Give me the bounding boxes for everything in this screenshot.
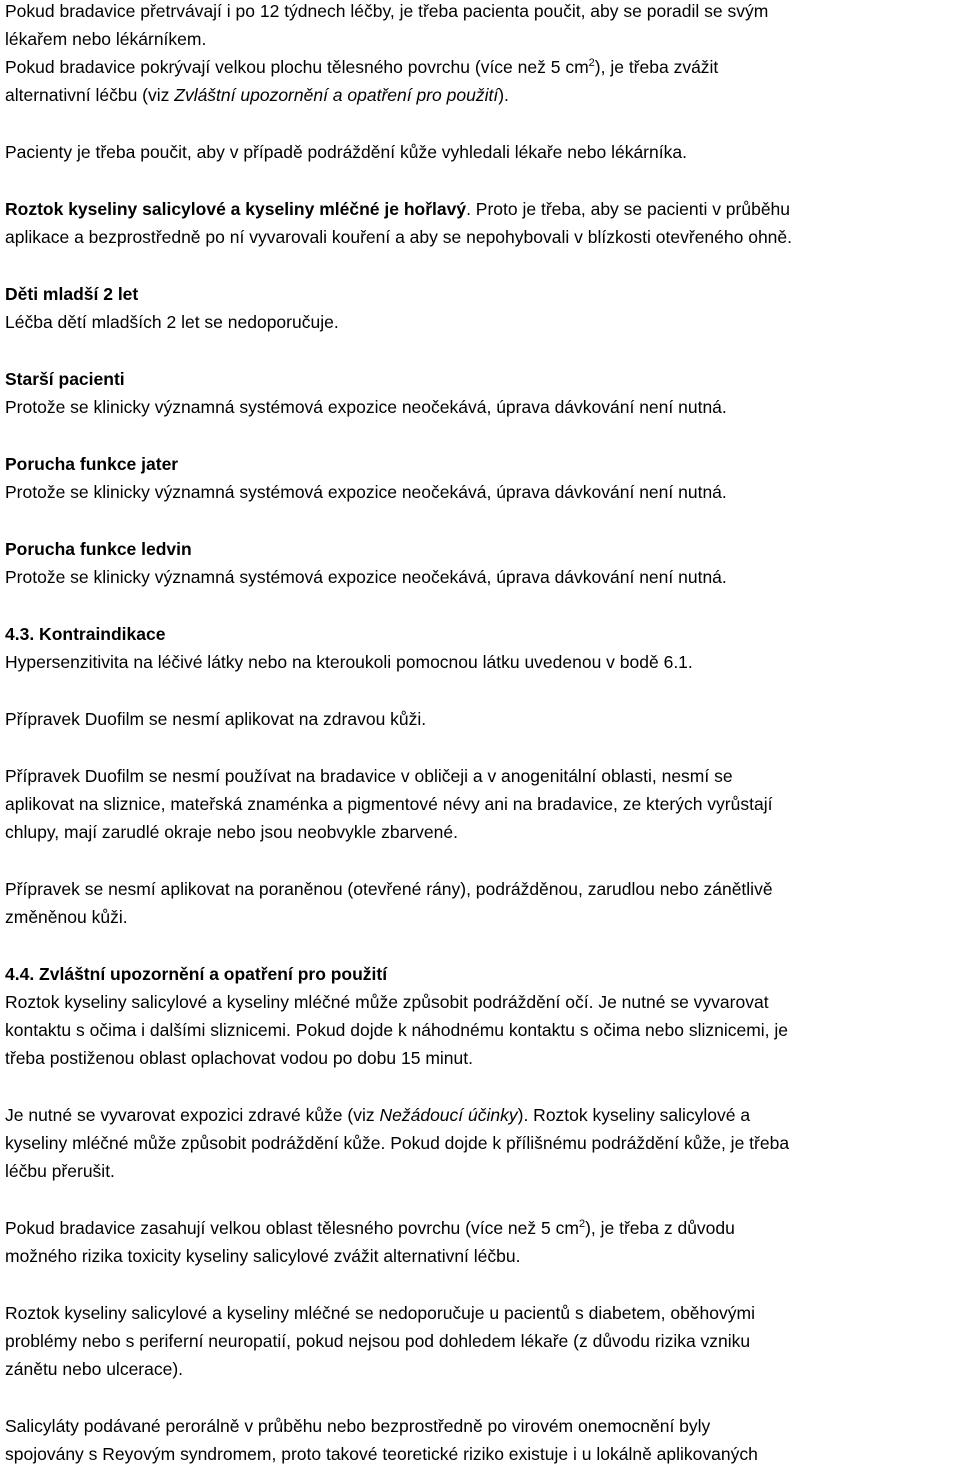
- section-heading-children: Děti mladší 2 let: [5, 284, 139, 304]
- section-text: Protože se klinicky významná systémová expozice neočekává, úprava dávkování není nutná.: [5, 567, 727, 587]
- section-heading-4-3: 4.3. Kontraindikace: [5, 624, 166, 644]
- text-line: třeba postiženou oblast oplachovat vodou po dobu 15 minut.: [5, 1048, 473, 1068]
- paragraph: Přípravek Duofilm se nesmí aplikovat na zdravou kůži.: [5, 709, 427, 729]
- text-run: Pokud bradavice pokrývají velkou plochu tělesného povrchu (více než 5 cm: [5, 57, 589, 77]
- section-heading-hepatic: Porucha funkce jater: [5, 454, 179, 474]
- text-line: [5, 1217, 735, 1239]
- text-line: aplikace a bezprostředně po ní vyvarovali kouření a aby se nepohybovali v blízkosti otevřeného ohně.: [5, 227, 793, 247]
- text-line: kontaktu s očima i dalšími sliznicemi. Pokud dojde k náhodnému kontaktu s očima nebo sliznicemi, je: [5, 1020, 789, 1040]
- text-line: Hypersenzitivita na léčivé látky nebo na kteroukoli pomocnou látku uvedenou v bodě 6.1.: [5, 652, 693, 672]
- text-line: [5, 84, 509, 106]
- text-line: Roztok kyseliny salicylové a kyseliny mléčné může způsobit podráždění očí. Je nutné se vyvarovat: [5, 992, 769, 1012]
- text-run: ).: [498, 85, 509, 105]
- section-heading-4-4: 4.4. Zvláštní upozornění a opatření pro použití: [5, 964, 388, 984]
- text-line: změněnou kůži.: [5, 907, 128, 927]
- text-run: ). Roztok kyseliny salicylové a: [517, 1105, 751, 1125]
- text-line: léčbu přerušit.: [5, 1161, 115, 1181]
- section-heading-renal: Porucha funkce ledvin: [5, 539, 192, 559]
- section-text: Protože se klinicky významná systémová expozice neočekává, úprava dávkování není nutná.: [5, 482, 727, 502]
- text-run: . Proto je třeba, aby se pacienti v průběhu: [466, 199, 791, 219]
- text-line: kyseliny mléčné může způsobit podráždění kůže. Pokud dojde k přílišnému podráždění kůže, je třeba: [5, 1133, 790, 1153]
- text-run: Pokud bradavice zasahují velkou oblast tělesného povrchu (více než 5 cm: [5, 1218, 579, 1238]
- text-line: [5, 198, 790, 220]
- text-run: ), je třeba z důvodu: [585, 1218, 735, 1238]
- text-line: chlupy, mají zarudlé okraje nebo jsou neobvykle zbarvené.: [5, 822, 458, 842]
- section-text: Protože se klinicky významná systémová expozice neočekává, úprava dávkování není nutná.: [5, 397, 727, 417]
- text-line: spojovány s Reyovým syndromem, proto takové teoretické riziko existuje i u lokálně aplikovaných: [5, 1444, 758, 1464]
- text-line: [5, 56, 718, 78]
- text-run: ), je třeba zvážit: [594, 57, 719, 77]
- text-line: Roztok kyseliny salicylové a kyseliny mléčné se nedoporučuje u pacientů s diabetem, oběhovými: [5, 1303, 755, 1323]
- text-line: aplikovat na sliznice, mateřská znaménka a pigmentové névy ani na bradavice, ze kterých vyrůstají: [5, 794, 773, 814]
- text-line: zánětu nebo ulcerace).: [5, 1359, 184, 1379]
- text-line: [5, 1104, 750, 1126]
- text-line: problémy nebo s periferní neuropatií, pokud nejsou pod dohledem lékaře (z důvodu rizika vzniku: [5, 1331, 751, 1351]
- text-run: Je nutné se vyvarovat expozici zdravé kůže (viz: [5, 1105, 380, 1125]
- superscript: 2: [588, 57, 595, 70]
- text-line: Pokud bradavice přetrvávají i po 12 týdnech léčby, je třeba pacienta poučit, aby se poradil se svým: [5, 1, 769, 21]
- text-line: Přípravek se nesmí aplikovat na poraněnou (otevřené rány), podrážděnou, zarudlou nebo zánětlivě: [5, 879, 773, 899]
- section-text: Léčba dětí mladších 2 let se nedoporučuje.: [5, 312, 339, 332]
- italic-reference: Nežádoucí účinky: [379, 1105, 518, 1125]
- text-line: lékařem nebo lékárníkem.: [5, 29, 207, 49]
- bold-warning: Roztok kyseliny salicylové a kyseliny mléčné je hořlavý: [5, 199, 467, 219]
- superscript: 2: [578, 1218, 586, 1231]
- section-heading-elderly: Starší pacienti: [5, 369, 125, 389]
- text-line: Salicyláty podávané perorálně v průběhu nebo bezprostředně po virovém onemocnění byly: [5, 1416, 711, 1436]
- italic-reference: Zvláštní upozornění a opatření pro použití: [174, 85, 499, 105]
- text-run: alternativní léčbu (viz: [5, 85, 175, 105]
- text-line: Přípravek Duofilm se nesmí používat na bradavice v obličeji a v anogenitální oblasti, nesmí se: [5, 766, 733, 786]
- text-line: možného rizika toxicity kyseliny salicylové zvážit alternativní léčbu.: [5, 1246, 521, 1266]
- paragraph: Pacienty je třeba poučit, aby v případě podráždění kůže vyhledali lékaře nebo lékárníka.: [5, 142, 687, 162]
